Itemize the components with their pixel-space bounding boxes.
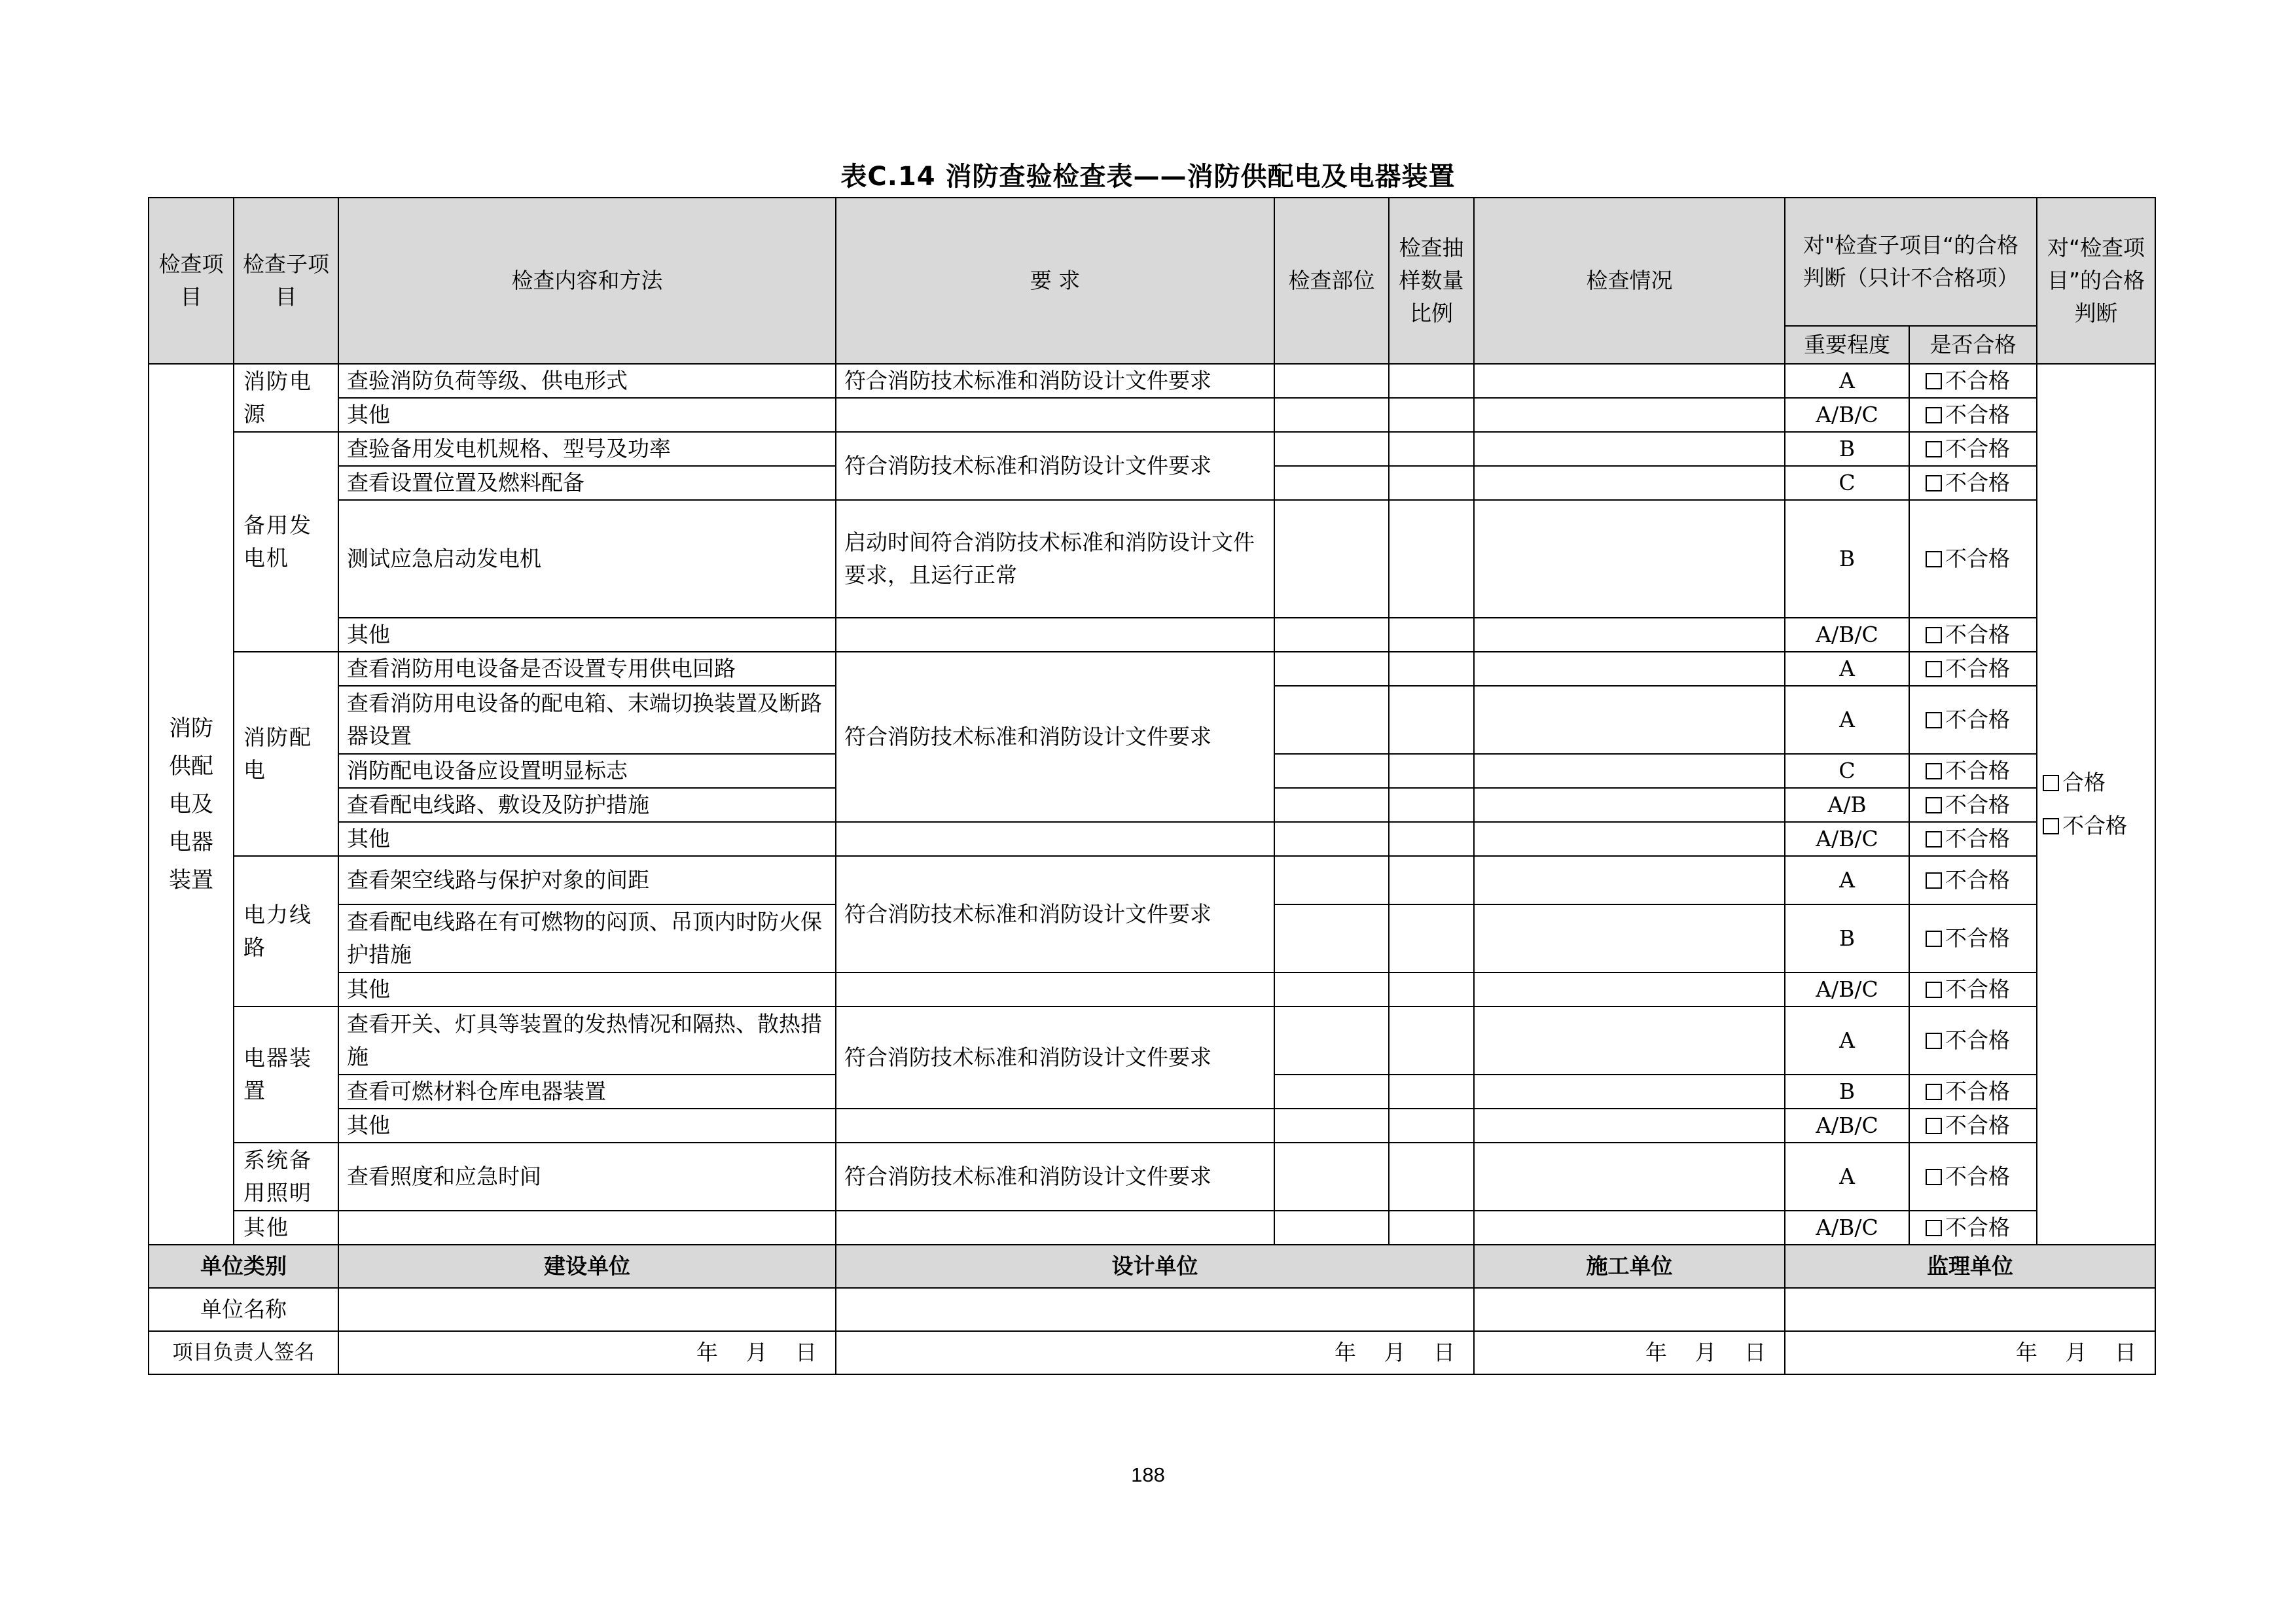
table-row <box>149 364 2155 398</box>
unit-name-design-field[interactable] <box>836 1288 1474 1331</box>
requirement <box>836 972 1274 1007</box>
signature-construct-date[interactable]: 年 月 日 <box>1474 1331 1785 1374</box>
checkbox-icon[interactable] <box>1926 797 1942 813</box>
requirement <box>836 822 1274 856</box>
situation-field[interactable] <box>1474 972 1785 1007</box>
table-title: 表C.14 消防查验检查表——消防供配电及电器装置 <box>840 162 1456 192</box>
fail-label: 不合格 <box>2062 813 2127 838</box>
table-row <box>149 1007 2155 1075</box>
checkbox-icon[interactable] <box>1926 1033 1942 1049</box>
pass-label: 合格 <box>2062 770 2106 795</box>
page-number: 188 <box>1131 1463 1165 1486</box>
fail-checkbox-cell[interactable] <box>1909 904 2037 972</box>
checkbox-icon[interactable] <box>1926 627 1942 643</box>
situation-field[interactable] <box>1474 1143 1785 1211</box>
checkbox-icon[interactable] <box>2043 818 2059 834</box>
fail-checkbox-cell[interactable] <box>1909 364 2037 398</box>
checkbox-icon[interactable] <box>1926 763 1942 779</box>
check-content: 查验备用发电机规格、型号及功率 <box>338 432 836 466</box>
signature-design-date[interactable]: 年 月 日 <box>836 1331 1474 1374</box>
location-field[interactable] <box>1274 398 1389 432</box>
check-content: 其他 <box>338 398 836 432</box>
table-row <box>149 856 2155 904</box>
situation-field[interactable] <box>1474 652 1785 686</box>
checkbox-icon[interactable] <box>1926 407 1942 423</box>
importance-grade: B <box>1785 1075 1909 1109</box>
situation-field[interactable] <box>1474 788 1785 822</box>
checkbox-icon[interactable] <box>1926 475 1942 491</box>
fail-label: 不合格 <box>1945 1164 2010 1189</box>
fail-checkbox-cell[interactable] <box>1909 788 2037 822</box>
sample-ratio-field[interactable] <box>1389 1211 1474 1245</box>
requirement <box>836 618 1274 652</box>
header-importance: 重要程度 <box>1785 326 1909 364</box>
fail-label: 不合格 <box>1945 622 2010 647</box>
situation-field[interactable] <box>1474 466 1785 500</box>
sample-ratio-field[interactable] <box>1389 1007 1474 1075</box>
check-content: 其他 <box>338 972 836 1007</box>
subitem-label: 系统备用照明 <box>243 1147 312 1205</box>
check-content: 查看设置位置及燃料配备 <box>338 466 836 500</box>
importance-grade: A/B/C <box>1785 398 1909 432</box>
footer-unit-type: 单位类别 <box>149 1245 338 1288</box>
importance-grade: C <box>1785 466 1909 500</box>
header-situation: 检查情况 <box>1474 198 1785 364</box>
fail-checkbox-cell[interactable] <box>1909 1109 2037 1143</box>
checkbox-icon[interactable] <box>1926 441 1942 457</box>
check-content: 查看配电线路、敷设及防护措施 <box>338 788 836 822</box>
fail-label: 不合格 <box>1945 826 2010 851</box>
sample-ratio-field[interactable] <box>1389 904 1474 972</box>
check-content: 测试应急启动发电机 <box>338 500 836 618</box>
fail-label: 不合格 <box>1945 758 2010 783</box>
header-requirement: 要 求 <box>836 198 1274 364</box>
importance-grade: B <box>1785 904 1909 972</box>
location-field[interactable] <box>1274 652 1389 686</box>
fail-label: 不合格 <box>1945 1113 2010 1138</box>
check-content: 查看消防用电设备的配电箱、末端切换装置及断路器设置 <box>338 686 836 754</box>
importance-grade: A <box>1785 686 1909 754</box>
signature-build-date[interactable]: 年 月 日 <box>338 1331 836 1374</box>
fail-checkbox-cell[interactable] <box>1909 398 2037 432</box>
fail-label: 不合格 <box>1945 436 2010 461</box>
check-content: 查看可燃材料仓库电器装置 <box>338 1075 836 1109</box>
sample-ratio-field[interactable] <box>1389 856 1474 904</box>
signature-label: 项目负责人签名 <box>149 1331 338 1374</box>
requirement: 符合消防技术标准和消防设计文件要求 <box>836 856 1274 972</box>
location-field[interactable] <box>1274 686 1389 754</box>
fail-option[interactable] <box>2043 804 2149 847</box>
table-row <box>149 618 2155 652</box>
checkbox-icon[interactable] <box>1926 1169 1942 1185</box>
location-field[interactable] <box>1274 1143 1389 1211</box>
table-row <box>149 398 2155 432</box>
header-item-judgement: 对“检查项目”的合格判断 <box>2037 198 2155 364</box>
check-content: 查看开关、灯具等装置的发热情况和隔热、散热措施 <box>338 1007 836 1075</box>
footer-supervise-unit: 监理单位 <box>1785 1245 2155 1288</box>
inspection-table <box>148 197 2155 1379</box>
fail-checkbox-cell[interactable] <box>1909 466 2037 500</box>
location-field[interactable] <box>1274 822 1389 856</box>
location-field[interactable] <box>1274 364 1389 398</box>
importance-grade: A/B/C <box>1785 618 1909 652</box>
header-location: 检查部位 <box>1274 198 1389 364</box>
requirement <box>836 1109 1274 1143</box>
fail-checkbox-cell[interactable] <box>1909 1007 2037 1075</box>
subitem-cell <box>234 1211 338 1245</box>
fail-checkbox-cell[interactable] <box>1909 856 2037 904</box>
table-row <box>149 1109 2155 1143</box>
situation-field[interactable] <box>1474 618 1785 652</box>
location-field[interactable] <box>1274 1075 1389 1109</box>
situation-field[interactable] <box>1474 822 1785 856</box>
importance-grade: A <box>1785 1143 1909 1211</box>
check-content <box>338 1211 836 1245</box>
checkbox-icon[interactable] <box>1926 931 1942 947</box>
importance-grade: A <box>1785 1007 1909 1075</box>
fail-label: 不合格 <box>1945 792 2010 817</box>
requirement <box>836 1211 1274 1245</box>
fail-label: 不合格 <box>1945 1215 2010 1240</box>
footer-construct-unit: 施工单位 <box>1474 1245 1785 1288</box>
situation-field[interactable] <box>1474 398 1785 432</box>
requirement: 启动时间符合消防技术标准和消防设计文件要求，且运行正常 <box>836 500 1274 618</box>
check-content: 查看配电线路在有可燃物的闷顶、吊顶内时防火保护措施 <box>338 904 836 972</box>
situation-field[interactable] <box>1474 1007 1785 1075</box>
table-row <box>149 822 2155 856</box>
checkbox-icon[interactable] <box>1926 712 1942 728</box>
situation-field[interactable] <box>1474 1075 1785 1109</box>
importance-grade: A/B/C <box>1785 822 1909 856</box>
header-item: 检查项目 <box>149 198 234 364</box>
sample-ratio-field[interactable] <box>1389 432 1474 466</box>
requirement: 符合消防技术标准和消防设计文件要求 <box>836 364 1274 398</box>
sample-ratio-field[interactable] <box>1389 1075 1474 1109</box>
unit-name-supervise-field[interactable] <box>1785 1288 2155 1331</box>
check-content: 查看消防用电设备是否设置专用供电回路 <box>338 652 836 686</box>
check-content: 查看架空线路与保护对象的间距 <box>338 856 836 904</box>
subitem-cell <box>234 1007 338 1143</box>
importance-grade: A <box>1785 652 1909 686</box>
header-pass: 是否合格 <box>1909 326 2037 364</box>
fail-label: 不合格 <box>1945 1027 2010 1053</box>
location-field[interactable] <box>1274 1007 1389 1075</box>
table-row <box>149 432 2155 466</box>
checkbox-icon[interactable] <box>1926 373 1942 389</box>
subitem-label: 消防配电 <box>243 724 312 783</box>
item-judgement-cell <box>2037 364 2155 1245</box>
situation-field[interactable] <box>1474 686 1785 754</box>
fail-checkbox-cell[interactable] <box>1909 972 2037 1007</box>
fail-label: 不合格 <box>1945 707 2010 732</box>
subitem-cell <box>234 364 338 432</box>
fail-label: 不合格 <box>1945 402 2010 427</box>
checkbox-icon[interactable] <box>1926 1220 1942 1236</box>
check-content: 查验消防负荷等级、供电形式 <box>338 364 836 398</box>
header-sample-ratio: 检查抽样数量比例 <box>1389 198 1474 364</box>
situation-field[interactable] <box>1474 1211 1785 1245</box>
fail-checkbox-cell[interactable] <box>1909 1143 2037 1211</box>
sample-ratio-field[interactable] <box>1389 466 1474 500</box>
location-field[interactable] <box>1274 856 1389 904</box>
sample-ratio-field[interactable] <box>1389 618 1474 652</box>
location-field[interactable] <box>1274 1109 1389 1143</box>
sample-ratio-field[interactable] <box>1389 822 1474 856</box>
unit-name-build-field[interactable] <box>338 1288 836 1331</box>
sample-ratio-field[interactable] <box>1389 364 1474 398</box>
location-field[interactable] <box>1274 904 1389 972</box>
footer-build-unit: 建设单位 <box>338 1245 836 1288</box>
location-field[interactable] <box>1274 466 1389 500</box>
importance-grade: B <box>1785 432 1909 466</box>
header-content: 检查内容和方法 <box>338 198 836 364</box>
table-row <box>149 972 2155 1007</box>
checkbox-icon[interactable] <box>1926 831 1942 847</box>
pass-option[interactable] <box>2043 761 2149 804</box>
sample-ratio-field[interactable] <box>1389 788 1474 822</box>
subitem-cell <box>234 1143 338 1211</box>
importance-grade: A <box>1785 856 1909 904</box>
sample-ratio-field[interactable] <box>1389 398 1474 432</box>
fail-checkbox-cell[interactable] <box>1909 432 2037 466</box>
subitem-cell <box>234 432 338 652</box>
subitem-label: 消防电源 <box>243 368 312 427</box>
table-row <box>149 652 2155 686</box>
situation-field[interactable] <box>1474 432 1785 466</box>
checkbox-icon[interactable] <box>1926 1084 1942 1100</box>
sample-ratio-field[interactable] <box>1389 972 1474 1007</box>
checkbox-icon[interactable] <box>1926 1118 1942 1134</box>
signature-supervise-date[interactable]: 年 月 日 <box>1785 1331 2155 1374</box>
table-row <box>149 1211 2155 1245</box>
requirement: 符合消防技术标准和消防设计文件要求 <box>836 432 1274 500</box>
requirement: 符合消防技术标准和消防设计文件要求 <box>836 1007 1274 1109</box>
situation-field[interactable] <box>1474 754 1785 788</box>
importance-grade: A/B/C <box>1785 1211 1909 1245</box>
table-row <box>149 1143 2155 1211</box>
checkbox-icon[interactable] <box>1926 872 1942 889</box>
sample-ratio-field[interactable] <box>1389 652 1474 686</box>
location-field[interactable] <box>1274 972 1389 1007</box>
location-field[interactable] <box>1274 1211 1389 1245</box>
checkbox-icon[interactable] <box>1926 551 1942 567</box>
fail-label: 不合格 <box>1945 1079 2010 1104</box>
fail-label: 不合格 <box>1945 925 2010 951</box>
header-subitem-judgement: 对"检查子项目“的合格判断（只计不合格项） <box>1785 198 2037 326</box>
fail-checkbox-cell[interactable] <box>1909 500 2037 618</box>
checkbox-icon[interactable] <box>1926 661 1942 677</box>
table-row <box>149 500 2155 618</box>
situation-field[interactable] <box>1474 500 1785 618</box>
fail-checkbox-cell[interactable] <box>1909 618 2037 652</box>
check-content: 其他 <box>338 822 836 856</box>
location-field[interactable] <box>1274 788 1389 822</box>
situation-field[interactable] <box>1474 1109 1785 1143</box>
unit-name-construct-field[interactable] <box>1474 1288 1785 1331</box>
checkbox-icon[interactable] <box>2043 775 2059 791</box>
importance-grade: A/B/C <box>1785 972 1909 1007</box>
subitem-cell <box>234 856 338 1007</box>
location-field[interactable] <box>1274 754 1389 788</box>
fail-checkbox-cell[interactable] <box>1909 686 2037 754</box>
requirement: 符合消防技术标准和消防设计文件要求 <box>836 652 1274 822</box>
fail-label: 不合格 <box>1945 470 2010 495</box>
check-content: 消防配电设备应设置明显标志 <box>338 754 836 788</box>
fail-checkbox-cell[interactable] <box>1909 754 2037 788</box>
subitem-label: 电器装置 <box>243 1045 312 1103</box>
situation-field[interactable] <box>1474 364 1785 398</box>
situation-field[interactable] <box>1474 856 1785 904</box>
subitem-cell <box>234 652 338 856</box>
header-subitem: 检查子项目 <box>234 198 338 364</box>
check-content: 其他 <box>338 618 836 652</box>
subitem-label: 其他 <box>243 1215 289 1240</box>
location-field[interactable] <box>1274 618 1389 652</box>
check-content: 查看照度和应急时间 <box>338 1143 836 1211</box>
subitem-label: 电力线路 <box>243 902 312 960</box>
importance-grade: A <box>1785 364 1909 398</box>
fail-label: 不合格 <box>1945 368 2010 393</box>
sample-ratio-field[interactable] <box>1389 500 1474 618</box>
fail-label: 不合格 <box>1945 976 2010 1002</box>
importance-grade: B <box>1785 500 1909 618</box>
sample-ratio-field[interactable] <box>1389 1109 1474 1143</box>
fail-checkbox-cell[interactable] <box>1909 822 2037 856</box>
checkbox-icon[interactable] <box>1926 982 1942 998</box>
fail-checkbox-cell[interactable] <box>1909 1075 2037 1109</box>
requirement <box>836 398 1274 432</box>
fail-label: 不合格 <box>1945 546 2010 571</box>
check-content: 其他 <box>338 1109 836 1143</box>
fail-label: 不合格 <box>1945 656 2010 681</box>
item-name: 消防供配电及电器装置 <box>169 715 213 893</box>
location-field[interactable] <box>1274 432 1389 466</box>
location-field[interactable] <box>1274 500 1389 618</box>
fail-checkbox-cell[interactable] <box>1909 652 2037 686</box>
sample-ratio-field[interactable] <box>1389 1143 1474 1211</box>
unit-name-label: 单位名称 <box>149 1288 338 1331</box>
importance-grade: A/B/C <box>1785 1109 1909 1143</box>
situation-field[interactable] <box>1474 904 1785 972</box>
subitem-label: 备用发电机 <box>243 512 312 571</box>
importance-grade: A/B <box>1785 788 1909 822</box>
fail-checkbox-cell[interactable] <box>1909 1211 2037 1245</box>
footer-design-unit: 设计单位 <box>836 1245 1474 1288</box>
item-name-cell <box>149 364 234 1245</box>
requirement: 符合消防技术标准和消防设计文件要求 <box>836 1143 1274 1211</box>
importance-grade: C <box>1785 754 1909 788</box>
sample-ratio-field[interactable] <box>1389 686 1474 754</box>
sample-ratio-field[interactable] <box>1389 754 1474 788</box>
fail-label: 不合格 <box>1945 867 2010 893</box>
